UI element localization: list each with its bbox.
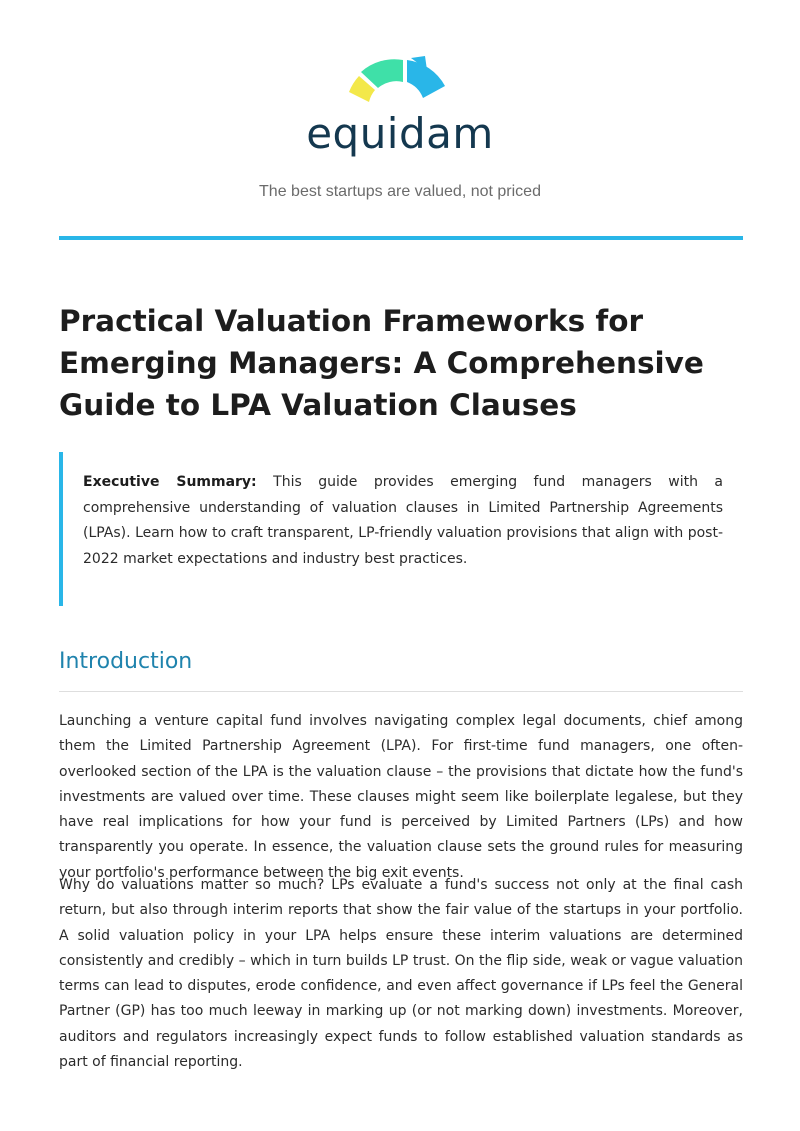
intro-paragraph-1: Launching a venture capital fund involves navigating complex legal documents, chief among them the Limited Partnership Agreement (LPA). For first-time fund managers, one often-overlooked section of the LPA is the valuation clause – the provisions that dictate how the fund's investments are valued over time. These clauses might seem like boilerplate legalese, but they have real implications for how your fund is perceived by Limited Partners (LPs) and how transparently you operate. In essence, the valuation clause sets the ground rules for measuring your portfolio's performance between the big exit events. xyxy=(59,713,743,881)
brand-tagline: The best startups are valued, not priced xyxy=(259,183,541,200)
header-divider xyxy=(59,236,743,240)
document-title: Practical Valuation Frameworks for Emerging Managers: A Comprehensive Guide to LPA Valuation Clauses xyxy=(59,304,704,422)
executive-summary-label: Executive Summary: xyxy=(83,474,257,490)
brand-logo xyxy=(0,56,800,160)
executive-summary-paragraph xyxy=(83,470,723,572)
intro-paragraph-2: Why do valuations matter so much? LPs evaluate a fund's success not only at the final cash return, but also through interim reports that show the fair value of the startups in your portfolio. A solid valuation policy in your LPA helps ensure these interim valuations are determined consistently and credibly – which in turn builds LP trust. On the flip side, weak or vague valuation terms can lead to disputes, erode confidence, and even affect governance if LPs feel the General Partner (GP) has too much leeway in marking up (or not marking down) investments. Moreover, auditors and regulators increasingly expect funds to follow established valuation standards as part of financial reporting. xyxy=(59,877,743,1071)
executive-summary-text: This guide provides emerging fund managers with a comprehensive understanding of valuation clauses in Limited Partnership Agreements (LPAs). Learn how to craft transparent, LP-friendly valuation provisions that align with post-2022 market expectations and industry best practices. xyxy=(83,474,723,567)
executive-summary-callout xyxy=(59,452,723,606)
brand-wordmark: equidam xyxy=(306,109,494,158)
arc-gauge-icon xyxy=(345,56,455,108)
section-divider xyxy=(59,691,743,692)
section-heading-introduction: Introduction xyxy=(59,649,193,674)
